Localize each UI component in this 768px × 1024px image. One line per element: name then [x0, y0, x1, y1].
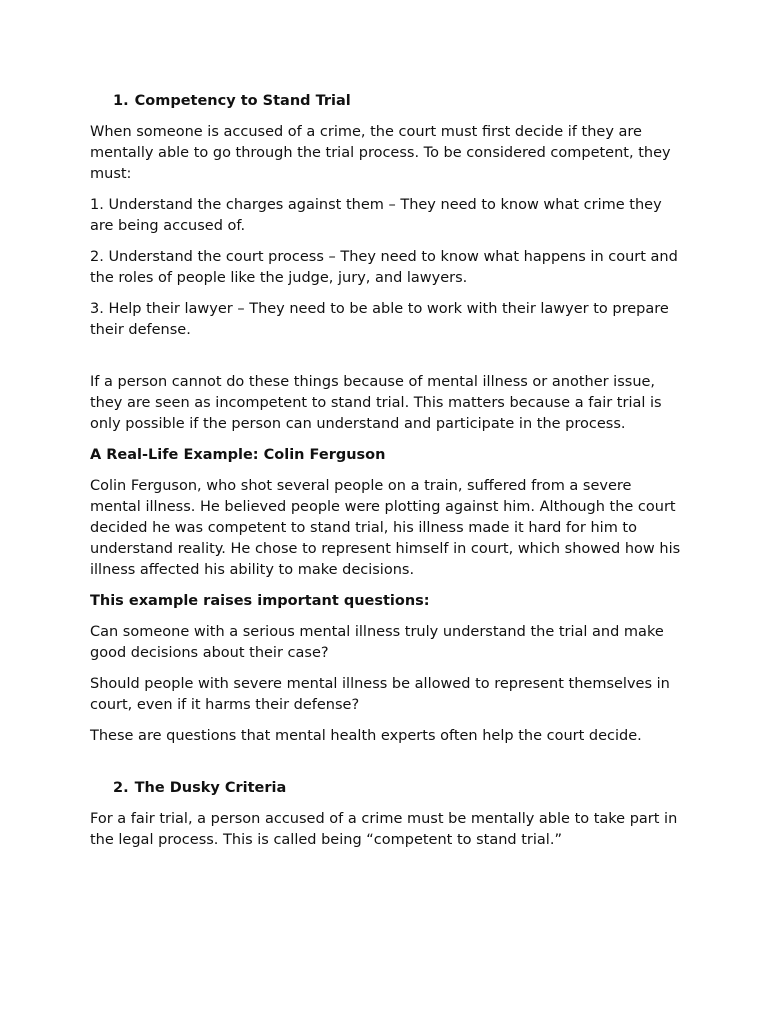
question-1: Can someone with a serious mental illness truly understand the trial and make good decisions about their case? — [90, 624, 664, 661]
section-2-number: 2. — [113, 780, 129, 796]
example-paragraph: Colin Ferguson, who shot several people on a train, suffered from a severe mental illness. He believed people were plotting against him. Although the court decided he was competent to stand trial, his illness made it hard for him to understand reality. He chose to represent himself in court, which showed how his illness affected his ability to make decisions. — [90, 478, 681, 578]
incompetent-paragraph: If a person cannot do these things because of mental illness or another issue, they are seen as incompetent to stand trial. This matters because a fair trial is only possible if the person can understand and participate in the process. — [90, 374, 662, 432]
document-page — [90, 91, 682, 861]
section-2-heading — [90, 778, 682, 799]
section-1-number: 1. — [113, 93, 129, 109]
criterion-2: 2. Understand the court process – They need to know what happens in court and the roles of people like the judge, jury, and lawyers. — [90, 249, 678, 286]
section-1-intro: When someone is accused of a crime, the court must first decide if they are mentally able to go through the trial process. To be considered competent, they must: — [90, 124, 671, 182]
example-heading: A Real-Life Example: Colin Ferguson — [90, 447, 386, 463]
criterion-1: 1. Understand the charges against them – They need to know what crime they are being accused of. — [90, 197, 662, 234]
blank-line — [90, 757, 682, 778]
closing-paragraph: These are questions that mental health experts often help the court decide. — [90, 728, 642, 744]
questions-heading: This example raises important questions: — [90, 593, 430, 609]
criterion-3: 3. Help their lawyer – They need to be able to work with their lawyer to prepare their defense. — [90, 301, 669, 338]
section-2-title: The Dusky Criteria — [134, 780, 287, 796]
section-2-intro: For a fair trial, a person accused of a crime must be mentally able to take part in the legal process. This is called being “competent to stand trial.” — [90, 811, 678, 848]
section-1-title: Competency to Stand Trial — [134, 93, 351, 109]
blank-line — [90, 351, 682, 372]
section-1-heading — [90, 91, 682, 112]
question-2: Should people with severe mental illness be allowed to represent themselves in court, even if it harms their defense? — [90, 676, 670, 713]
